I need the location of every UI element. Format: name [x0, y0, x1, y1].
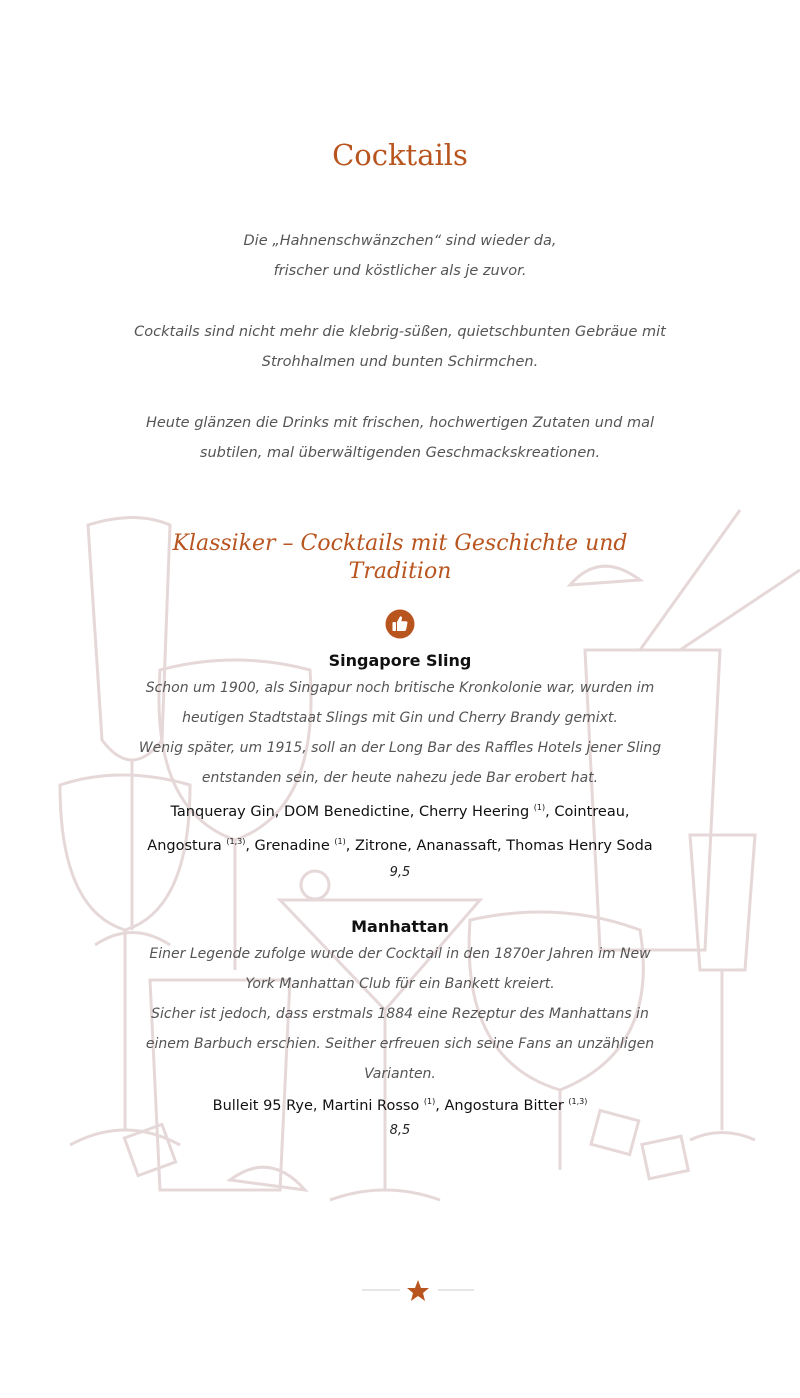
drink-story: Einer Legende zufolge wurde der Cocktail in den 1870er Jahren im New York Manhattan Club für ein Bankett kreiert. Sicher ist jedoch, dass erstmals 1884 eine Rezeptur des Manhattans in einem Barbuch erschien. Seither erfreuen sich seine Fans an unzähligen Varianten. — [145, 946, 655, 1082]
drink-item-manhattan — [100, 915, 700, 1143]
drink-story: Schon um 1900, als Singapur noch britische Kronkolonie war, wurden im heutigen Stadtstaat Slings mit Gin und Cherry Brandy gemixt. Wenig später, um 1915, soll an der Long Bar des Raffles Hotels jener Sling entstanden sein, der heute nahezu jede Bar erobert hat. — [138, 680, 662, 786]
star-icon — [407, 1280, 429, 1301]
drink-ingredients: Tanqueray Gin, DOM Benedictine, Cherry Heering $^{(1)}$, Cointreau, Angostura $^{(1,3)}$, Grenadine $^{(1)}$, Zitrone, Ananassaft, Thomas Henry Soda — [147, 803, 653, 854]
intro-paragraph: Heute glänzen die Drinks mit frischen, hochwertigen Zutaten und mal subtilen, mal überwältigenden Geschmackskreationen. — [145, 415, 655, 461]
thumbs-up-icon — [385, 609, 415, 639]
drink-name: Singapore Sling — [328, 651, 472, 670]
intro-paragraph: Die „Hahnenschwänzchen“ sind wieder da, frischer und köstlicher als je zuvor. — [243, 233, 557, 279]
drink-price: 8,5 — [389, 1123, 411, 1138]
drink-price: 9,5 — [389, 865, 411, 880]
intro-text — [120, 226, 680, 499]
page-title: Cocktails — [332, 138, 468, 172]
intro-paragraph: Cocktails sind nicht mehr die klebrig-süßen, quietschbunten Gebräue mit Strohhalmen und bunten Schirmchen. — [134, 324, 666, 370]
section-title: Klassiker – Cocktails mit Geschichte und Tradition — [172, 531, 628, 584]
drink-ingredients: Bulleit 95 Rye, Martini Rosso $^{(1)}$, Angostura Bitter $^{(1,3)}$ — [212, 1097, 588, 1114]
drink-name: Manhattan — [351, 917, 449, 936]
footer-ornament — [360, 1278, 476, 1304]
drink-item-singapore-sling — [100, 649, 700, 885]
